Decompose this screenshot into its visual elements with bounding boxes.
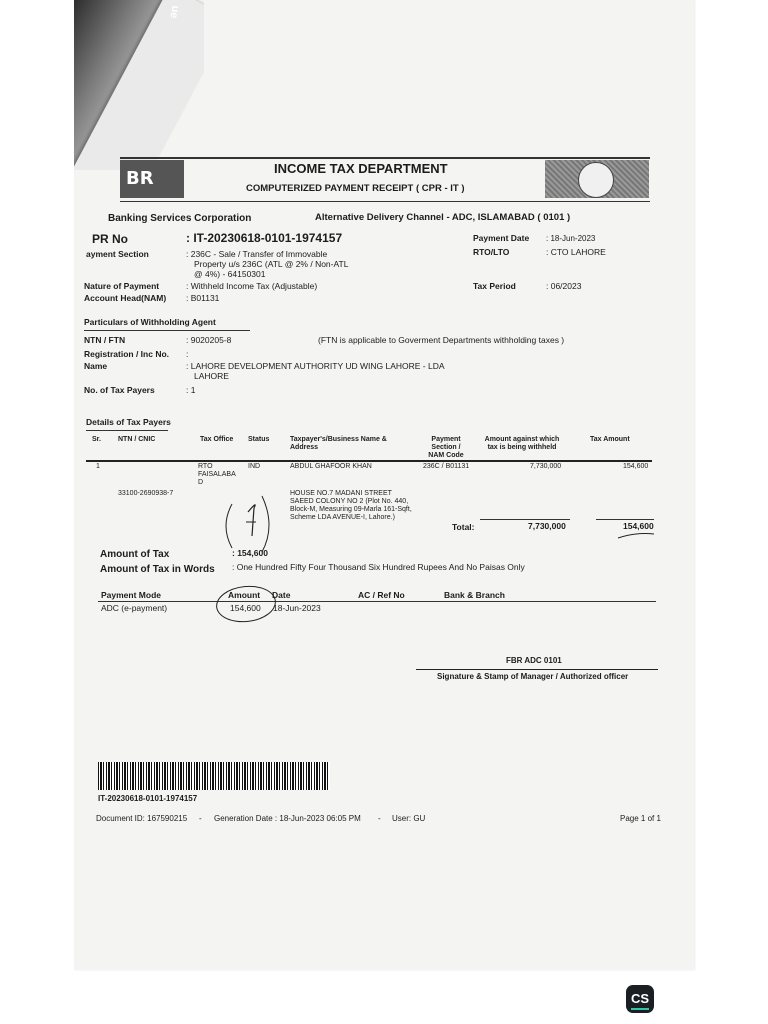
row-sr: 1 [96,463,100,470]
col-ntn: NTN / CNIC [118,436,156,443]
registration-label: Registration / Inc No. [84,349,170,359]
bank-branch-label: Bank & Branch [444,590,505,600]
row-cnic: 33100-2690938-7 [118,490,174,497]
payment-section-line-2: Property u/s 236C (ATL @ 2% / Non-ATL [194,259,349,269]
nature-label: Nature of Payment [84,281,160,291]
payment-mode-label: Payment Mode [101,590,161,600]
col-sr: Sr. [92,436,101,443]
ntn-label: NTN / FTN [84,335,126,345]
row-address-3: Block-M, Measuring 09-Marla 161-Sqft, [290,506,412,513]
agent-name-line-2: LAHORE [194,371,229,381]
payment-section-line-1: : 236C - Sale / Transfer of Immovable [186,249,328,259]
page-number: Page 1 of 1 [620,814,661,823]
account-value: : B01131 [186,293,220,303]
row-taxpayer-name: ABDUL GHAFOOR KHAN [290,463,372,470]
payment-mode-value: ADC (e-payment) [101,603,168,613]
agent-name-line-1: : LAHORE DEVELOPMENT AUTHORITY UD WING LAHORE - LDA [186,361,445,371]
row-section: 236C / B01131 [423,463,470,470]
nature-value: : Withheld Income Tax (Adjustable) [186,281,318,291]
delivery-channel: Alternative Delivery Channel - ADC, ISLAMABAD ( 0101 ) [315,212,571,223]
ftn-note: (FTN is applicable to Goverment Departments withholding taxes ) [318,335,565,345]
row-tax: 154,600 [623,463,649,470]
agent-heading-rule [84,330,250,331]
row-tax-office-1: RTO [198,463,213,470]
payment-date-label: Payment Date [473,233,530,243]
payment-date-col-label: Date [272,590,291,600]
agent-name-label: Name [84,361,108,371]
footer-sep-1: - [199,814,202,823]
footer-sep-2: - [378,814,381,823]
payers-value: : 1 [186,385,196,395]
barcode-text: IT-20230618-0101-1974157 [98,794,198,803]
col-name: Taxpayer's/Business Name & Address [290,436,387,452]
row-tax-office-2: FAISALABA [198,471,236,478]
receipt-title: COMPUTERIZED PAYMENT RECEIPT ( CPR - IT ) [246,183,465,194]
rto-label: RTO/LTO [473,247,510,257]
row-status: IND [248,463,261,470]
fbr-logo: BR [120,160,184,198]
col-section: Payment Section / NAM Code [428,436,464,460]
agent-heading: Particulars of Withholding Agent [84,317,216,327]
signature-caption: Signature & Stamp of Manager / Authorized officer [437,672,629,681]
tax-period-value: : 06/2023 [546,281,582,291]
row-address-4: Scheme LDA AVENUE-I, Lahore.) [290,514,395,521]
amount-words-label: Amount of Tax in Words [100,564,215,575]
department-title: INCOME TAX DEPARTMENT [274,161,448,176]
row-address-2: SAEED COLONY NO 2 (Plot No. 440, [290,498,409,505]
account-label: Account Head(NAM) [84,293,167,303]
col-tax: Tax Amount [590,436,630,443]
government-seal-icon [578,162,614,198]
total-label: Total: [452,522,475,532]
payers-label: No. of Tax Payers [84,385,155,395]
total-amount: 7,730,000 [528,521,566,531]
payment-amount-value: 154,600 [230,603,261,613]
total-tax: 154,600 [623,521,654,531]
rto-value: : CTO LAHORE [546,247,606,257]
details-heading-rule [86,430,168,431]
registration-value: : [186,349,189,359]
col-status: Status [248,436,270,443]
signature-branch: FBR ADC 0101 [506,656,562,665]
payment-section-line-3: @ 4%) - 64150301 [194,269,266,279]
amount-tax-value: : 154,600 [232,548,268,558]
row-address-1: HOUSE NO.7 MADANI STREET [290,490,392,497]
table-header-rule [86,460,652,462]
ntn-value: : 9020205-8 [186,335,232,345]
user-id: User: GU [392,814,426,823]
col-tax-office: Tax Office [200,436,234,443]
payment-section-label: ayment Section [86,249,149,259]
acref-label: AC / Ref No [358,590,405,600]
payment-amount-label: Amount [228,590,261,600]
cpr-label: PR No [92,232,128,246]
row-amount: 7,730,000 [530,463,562,470]
payment-header-rule [98,601,656,602]
signature-line [416,669,658,670]
bank-name: Banking Services Corporation [108,213,252,224]
cpr-number: : IT-20230618-0101-1974157 [186,231,343,245]
document-id: Document ID: 167590215 [96,814,188,823]
camscanner-badge-icon[interactable]: CS [626,985,654,1013]
generation-date: Generation Date : 18-Jun-2023 06:05 PM [214,814,361,823]
underline-mark [616,530,656,542]
col-amount: Amount against which tax is being withheld [484,436,560,452]
barcode [98,762,330,790]
payment-date-value: : 18-Jun-2023 [546,234,596,243]
amount-words-value: : One Hundred Fifty Four Thousand Six Hundred Rupees And No Paisas Only [232,562,525,572]
total-tax-rule [596,519,654,520]
row-tax-office-3: D [198,479,204,486]
total-amount-rule [480,519,570,520]
payment-date-value-cell: 18-Jun-2023 [273,603,321,613]
tax-period-label: Tax Period [473,281,516,291]
details-heading: Details of Tax Payers [86,417,171,427]
booklet-corner: ue [74,0,204,170]
amount-tax-label: Amount of Tax [100,549,170,560]
